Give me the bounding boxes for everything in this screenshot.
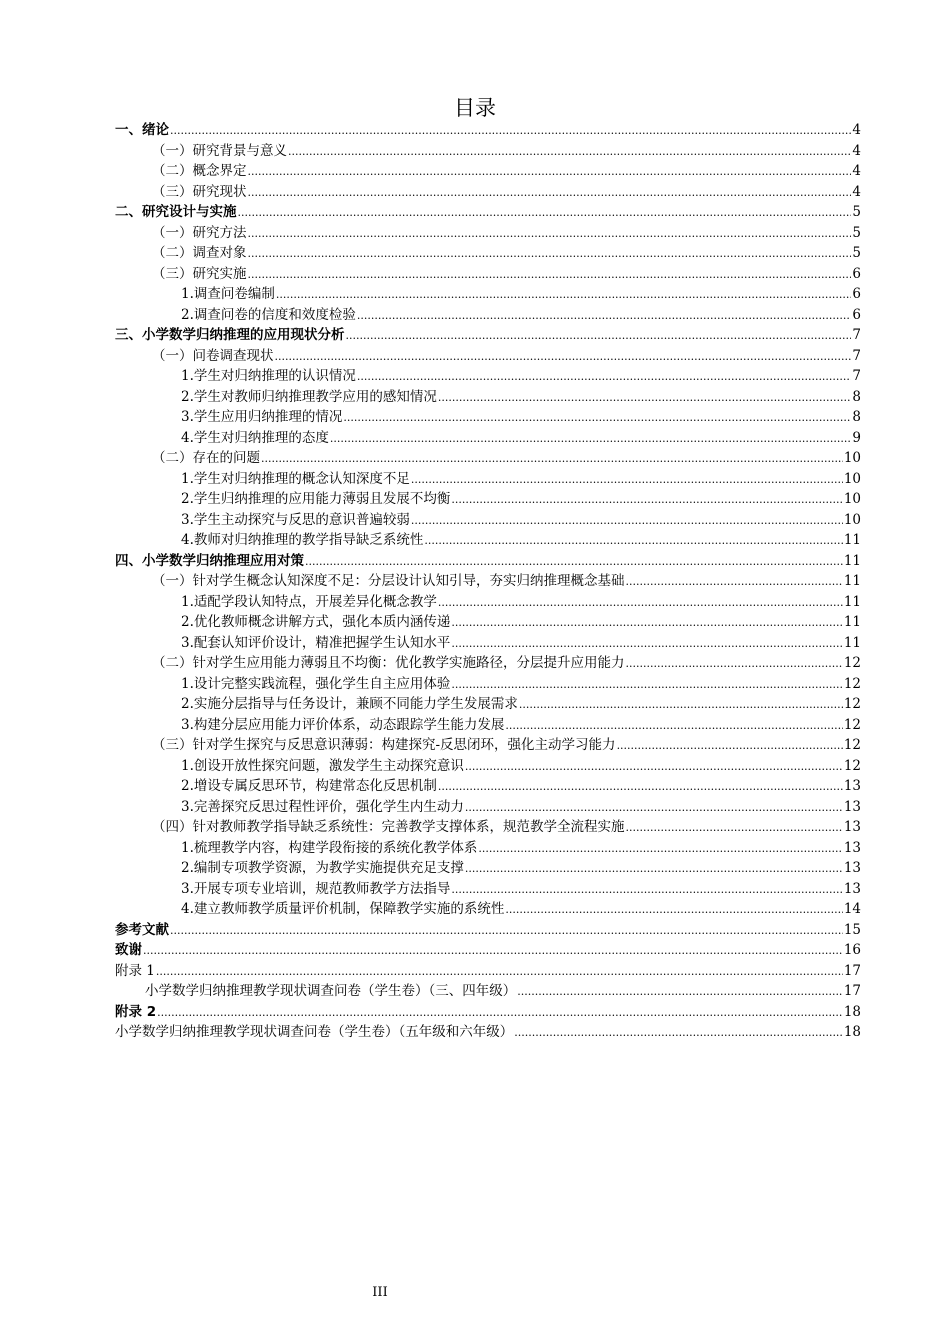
toc-entry-page-number: 6 bbox=[852, 286, 861, 302]
toc-entry-label: 参考文献 bbox=[115, 921, 169, 938]
toc-leader-dots bbox=[451, 612, 842, 634]
toc-leader-dots bbox=[505, 715, 842, 737]
toc-entry-label: 2.调查问卷的信度和效度检验 bbox=[181, 306, 356, 323]
toc-entry[interactable] bbox=[115, 448, 861, 469]
toc-entry-label: 3.配套认知评价设计，精准把握学生认知水平 bbox=[181, 634, 451, 651]
toc-entry[interactable] bbox=[115, 387, 861, 408]
toc-entry[interactable] bbox=[115, 141, 861, 162]
toc-leader-dots bbox=[424, 530, 842, 552]
toc-entry[interactable] bbox=[115, 510, 861, 531]
toc-entry-page-number: 4 bbox=[852, 163, 861, 179]
toc-entry[interactable] bbox=[115, 305, 861, 326]
toc-entry-label: 4.建立教师教学质量评价机制，保障教学实施的系统性 bbox=[181, 901, 505, 917]
toc-leader-dots bbox=[238, 202, 852, 224]
toc-leader-dots bbox=[514, 1022, 843, 1044]
toc-leader-dots bbox=[451, 633, 842, 655]
toc-entry-label: （二）调查对象 bbox=[152, 245, 247, 261]
toc-leader-dots bbox=[346, 325, 852, 347]
toc-leader-dots bbox=[305, 551, 843, 573]
toc-leader-dots bbox=[330, 428, 852, 450]
toc-entry-page-number: 17 bbox=[843, 962, 861, 979]
toc-entry-label: 4.教师对归纳推理的教学指导缺乏系统性 bbox=[181, 532, 424, 548]
toc-entry-label: 1.适配学段认知特点，开展差异化概念教学 bbox=[181, 593, 437, 610]
toc-leader-dots bbox=[248, 223, 852, 245]
toc-entry[interactable] bbox=[115, 182, 861, 203]
toc-entry-label: 2.编制专项教学资源，为教学实施提供充足支撑 bbox=[181, 860, 464, 876]
toc-leader-dots bbox=[451, 674, 842, 696]
toc-entry-page-number: 5 bbox=[852, 245, 861, 261]
toc-entry-label: 1.学生对归纳推理的概念认知深度不足 bbox=[181, 470, 410, 487]
toc-entry-label: 3.开展专项专业培训，规范教师教学方法指导 bbox=[181, 880, 451, 897]
toc-entry[interactable] bbox=[115, 325, 861, 346]
toc-entry[interactable] bbox=[115, 981, 861, 1002]
toc-entry[interactable] bbox=[115, 1022, 861, 1043]
toc-entry-label: （三）研究实施 bbox=[152, 265, 247, 282]
toc-entry-page-number: 11 bbox=[843, 552, 861, 569]
toc-entry-page-number: 13 bbox=[843, 819, 861, 835]
toc-leader-dots bbox=[519, 694, 843, 716]
toc-entry-label: （一）针对学生概念认知深度不足：分层设计认知引导，夯实归纳推理概念基础 bbox=[152, 573, 625, 589]
toc-entry-page-number: 9 bbox=[852, 429, 861, 446]
toc-entry[interactable] bbox=[115, 346, 861, 367]
toc-entry-label: （四）针对教师教学指导缺乏系统性：完善教学支撑体系，规范教学全流程实施 bbox=[152, 819, 625, 835]
toc-leader-dots bbox=[248, 161, 852, 183]
toc-entry[interactable] bbox=[115, 674, 861, 695]
toc-entry-page-number: 18 bbox=[843, 1003, 861, 1020]
toc-leader-dots bbox=[170, 120, 851, 142]
toc-entry[interactable] bbox=[115, 284, 861, 305]
toc-entry-label: 1.调查问卷编制 bbox=[181, 286, 275, 302]
toc-entry-label: （三）针对学生探究与反思意识薄弱：构建探究-反思闭环，强化主动学习能力 bbox=[152, 737, 616, 753]
toc-entry-page-number: 12 bbox=[843, 696, 861, 712]
toc-entry[interactable] bbox=[115, 428, 861, 449]
toc-entry[interactable] bbox=[115, 838, 861, 859]
toc-entry-label: 2.实施分层指导与任务设计，兼顾不同能力学生发展需求 bbox=[181, 696, 518, 712]
toc-entry-label: 四、小学数学归纳推理应用对策 bbox=[115, 552, 304, 569]
toc-leader-dots bbox=[411, 510, 843, 532]
toc-entry-page-number: 4 bbox=[852, 183, 861, 200]
toc-entry-page-number: 14 bbox=[843, 901, 861, 917]
toc-leader-dots bbox=[517, 981, 843, 1003]
toc-entry[interactable] bbox=[115, 735, 861, 756]
toc-entry-page-number: 7 bbox=[852, 327, 861, 343]
toc-entry-label: 附录 1 bbox=[115, 962, 155, 979]
toc-leader-dots bbox=[505, 899, 842, 921]
toc-entry[interactable] bbox=[115, 858, 861, 879]
toc-leader-dots bbox=[617, 735, 843, 757]
toc-entry[interactable] bbox=[115, 243, 861, 264]
toc-entry-label: （三）研究现状 bbox=[152, 183, 247, 200]
page-title: 目录 bbox=[454, 96, 496, 120]
toc-leader-dots bbox=[465, 797, 843, 819]
toc-entry-page-number: 11 bbox=[843, 634, 861, 651]
toc-entry-page-number: 11 bbox=[843, 573, 861, 589]
toc-entry-page-number: 7 bbox=[852, 347, 861, 364]
toc-leader-dots bbox=[465, 756, 843, 778]
toc-leader-dots bbox=[248, 264, 852, 286]
toc-leader-dots bbox=[451, 489, 842, 511]
toc-leader-dots bbox=[478, 838, 842, 860]
toc-entry-label: （一）研究方法 bbox=[152, 224, 247, 241]
toc-entry-label: 4.学生对归纳推理的态度 bbox=[181, 429, 329, 446]
toc-entry[interactable] bbox=[115, 202, 861, 223]
toc-entry-label: （二）针对学生应用能力薄弱且不均衡：优化教学实施路径，分层提升应用能力 bbox=[152, 655, 625, 671]
toc-entry-page-number: 15 bbox=[843, 921, 861, 938]
toc-entry[interactable] bbox=[115, 920, 861, 941]
toc-entry[interactable] bbox=[115, 633, 861, 654]
toc-entry-label: 2.学生对教师归纳推理教学应用的感知情况 bbox=[181, 388, 437, 405]
toc-entry-label: 致谢 bbox=[115, 942, 142, 958]
toc-entry[interactable] bbox=[115, 817, 861, 838]
toc-entry-page-number: 10 bbox=[843, 511, 861, 528]
table-of-contents bbox=[115, 120, 861, 1043]
toc-leader-dots bbox=[276, 284, 852, 306]
toc-leader-dots bbox=[438, 592, 843, 614]
toc-entry-page-number: 8 bbox=[852, 388, 861, 405]
toc-entry-label: 三、小学数学归纳推理的应用现状分析 bbox=[115, 327, 345, 343]
toc-leader-dots bbox=[451, 879, 842, 901]
toc-entry[interactable] bbox=[115, 879, 861, 900]
toc-entry[interactable] bbox=[115, 366, 861, 387]
toc-entry-label: 3.构建分层应用能力评价体系，动态跟踪学生能力发展 bbox=[181, 716, 505, 733]
toc-leader-dots bbox=[438, 776, 843, 798]
toc-entry-page-number: 4 bbox=[852, 142, 861, 159]
toc-entry-label: （二）存在的问题 bbox=[152, 450, 260, 466]
toc-entry-page-number: 16 bbox=[843, 942, 861, 958]
toc-entry-label: 1.学生对归纳推理的认识情况 bbox=[181, 368, 356, 384]
toc-entry-page-number: 4 bbox=[852, 122, 861, 138]
toc-leader-dots bbox=[156, 961, 843, 983]
toc-leader-dots bbox=[275, 346, 852, 368]
toc-leader-dots bbox=[465, 858, 843, 880]
toc-entry-page-number: 18 bbox=[843, 1024, 861, 1040]
toc-leader-dots bbox=[261, 448, 843, 470]
toc-entry-label: 2.增设专属反思环节，构建常态化反思机制 bbox=[181, 778, 437, 794]
toc-entry[interactable] bbox=[115, 469, 861, 490]
toc-entry[interactable] bbox=[115, 1002, 861, 1023]
toc-entry-page-number: 7 bbox=[852, 368, 861, 384]
toc-entry-page-number: 11 bbox=[843, 593, 861, 610]
toc-entry-page-number: 13 bbox=[843, 880, 861, 897]
toc-entry-page-number: 10 bbox=[843, 470, 861, 487]
toc-entry[interactable] bbox=[115, 756, 861, 777]
toc-entry-label: 1.梳理教学内容，构建学段衔接的系统化教学体系 bbox=[181, 839, 478, 856]
toc-entry-label: 二、研究设计与实施 bbox=[115, 204, 237, 220]
toc-entry-page-number: 6 bbox=[852, 306, 861, 323]
toc-entry-page-number: 11 bbox=[843, 614, 861, 630]
toc-entry[interactable] bbox=[115, 592, 861, 613]
toc-entry[interactable] bbox=[115, 530, 861, 551]
toc-leader-dots bbox=[343, 407, 851, 429]
toc-entry-label: 1.设计完整实践流程，强化学生自主应用体验 bbox=[181, 675, 451, 692]
toc-entry[interactable] bbox=[115, 264, 861, 285]
toc-entry[interactable] bbox=[115, 407, 861, 428]
toc-leader-dots bbox=[626, 571, 843, 593]
toc-entry-page-number: 10 bbox=[843, 450, 861, 466]
toc-leader-dots bbox=[157, 1002, 843, 1024]
toc-entry-page-number: 6 bbox=[852, 265, 861, 282]
toc-entry[interactable] bbox=[115, 961, 861, 982]
toc-leader-dots bbox=[357, 305, 852, 327]
toc-entry[interactable] bbox=[115, 612, 861, 633]
toc-entry[interactable] bbox=[115, 120, 861, 141]
toc-entry[interactable] bbox=[115, 571, 861, 592]
toc-entry-label: 2.优化教师概念讲解方式，强化本质内涵传递 bbox=[181, 614, 451, 630]
toc-entry[interactable] bbox=[115, 899, 861, 920]
toc-entry-label: （一）问卷调查现状 bbox=[152, 347, 274, 364]
toc-entry-page-number: 10 bbox=[843, 491, 861, 507]
toc-leader-dots bbox=[357, 366, 852, 388]
toc-entry[interactable] bbox=[115, 489, 861, 510]
toc-leader-dots bbox=[143, 940, 843, 962]
toc-entry-page-number: 13 bbox=[843, 839, 861, 856]
toc-entry-page-number: 5 bbox=[852, 224, 861, 241]
toc-entry[interactable] bbox=[115, 940, 861, 961]
toc-entry-page-number: 13 bbox=[843, 860, 861, 876]
toc-leader-dots bbox=[288, 141, 851, 163]
toc-leader-dots bbox=[248, 182, 852, 204]
toc-entry[interactable] bbox=[115, 715, 861, 736]
toc-entry-page-number: 17 bbox=[843, 983, 861, 999]
toc-leader-dots bbox=[411, 469, 843, 491]
toc-entry-label: 3.完善探究反思过程性评价，强化学生内生动力 bbox=[181, 798, 464, 815]
toc-entry-label: 2.学生归纳推理的应用能力薄弱且发展不均衡 bbox=[181, 491, 451, 507]
toc-entry[interactable] bbox=[115, 797, 861, 818]
toc-entry-page-number: 5 bbox=[852, 204, 861, 220]
toc-entry[interactable] bbox=[115, 551, 861, 572]
toc-entry-label: 小学数学归纳推理教学现状调查问卷（学生卷）（五年级和六年级） bbox=[115, 1024, 514, 1040]
toc-entry[interactable] bbox=[115, 694, 861, 715]
toc-entry-label: 1.创设开放性探究问题，激发学生主动探究意识 bbox=[181, 757, 464, 774]
toc-entry-label: 一、绪论 bbox=[115, 122, 169, 138]
toc-entry-page-number: 13 bbox=[843, 798, 861, 815]
toc-entry-page-number: 12 bbox=[843, 655, 861, 671]
toc-entry-page-number: 13 bbox=[843, 778, 861, 794]
toc-entry-page-number: 12 bbox=[843, 716, 861, 733]
toc-entry-label: 附录 2 bbox=[115, 1003, 157, 1020]
toc-entry-page-number: 8 bbox=[852, 409, 861, 425]
toc-entry[interactable] bbox=[115, 653, 861, 674]
toc-leader-dots bbox=[626, 653, 843, 675]
toc-entry-page-number: 12 bbox=[843, 675, 861, 692]
toc-entry[interactable] bbox=[115, 161, 861, 182]
page-number-footer: III bbox=[372, 1285, 388, 1300]
toc-leader-dots bbox=[248, 243, 852, 265]
toc-entry-label: （一）研究背景与意义 bbox=[152, 142, 287, 159]
toc-entry-label: 3.学生主动探究与反思的意识普遍较弱 bbox=[181, 511, 410, 528]
toc-entry-label: 小学数学归纳推理教学现状调查问卷（学生卷）（三、四年级） bbox=[145, 983, 517, 999]
toc-entry[interactable] bbox=[115, 776, 861, 797]
toc-entry-page-number: 12 bbox=[843, 737, 861, 753]
toc-leader-dots bbox=[626, 817, 843, 839]
toc-entry[interactable] bbox=[115, 223, 861, 244]
toc-entry-page-number: 11 bbox=[843, 532, 861, 548]
toc-leader-dots bbox=[170, 920, 843, 942]
toc-entry-label: （二）概念界定 bbox=[152, 163, 247, 179]
toc-leader-dots bbox=[438, 387, 852, 409]
toc-entry-label: 3.学生应用归纳推理的情况 bbox=[181, 409, 343, 425]
toc-entry-page-number: 12 bbox=[843, 757, 861, 774]
